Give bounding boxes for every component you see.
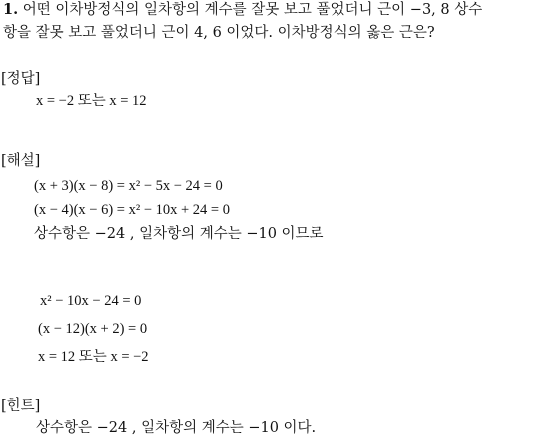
explanation-line-5: (x − 12)(x + 2) = 0 bbox=[38, 321, 148, 337]
question-line-1 bbox=[3, 0, 482, 21]
explanation-line-6: x = 12 또는 x = −2 bbox=[38, 349, 149, 365]
question-number: 1. bbox=[3, 1, 19, 18]
explanation-line-2: (x − 4)(x − 6) = x² − 10x + 24 = 0 bbox=[34, 202, 230, 218]
hint-line: 상수항은 −24 , 일차항의 계수는 −10 이다. bbox=[36, 420, 317, 436]
question-text-1: 어떤 이차방정식의 일차항의 계수를 잘못 보고 풀었더니 근이 −3, 8 상수 bbox=[22, 2, 483, 18]
explanation-line-1: (x + 3)(x − 8) = x² − 5x − 24 = 0 bbox=[34, 178, 223, 194]
question-line-2: 항을 잘못 보고 풀었더니 근이 4, 6 이었다. 이차방정식의 옳은 근은? bbox=[3, 25, 435, 41]
explanation-line-3: 상수항은 −24 , 일차항의 계수는 −10 이므로 bbox=[34, 226, 324, 242]
explanation-line-4: x² − 10x − 24 = 0 bbox=[40, 293, 142, 309]
hint-header: [힌트] bbox=[1, 398, 41, 414]
explanation-header: [해설] bbox=[1, 153, 41, 169]
answer-header: [정답] bbox=[1, 71, 41, 87]
answer-line: x = −2 또는 x = 12 bbox=[36, 93, 147, 109]
